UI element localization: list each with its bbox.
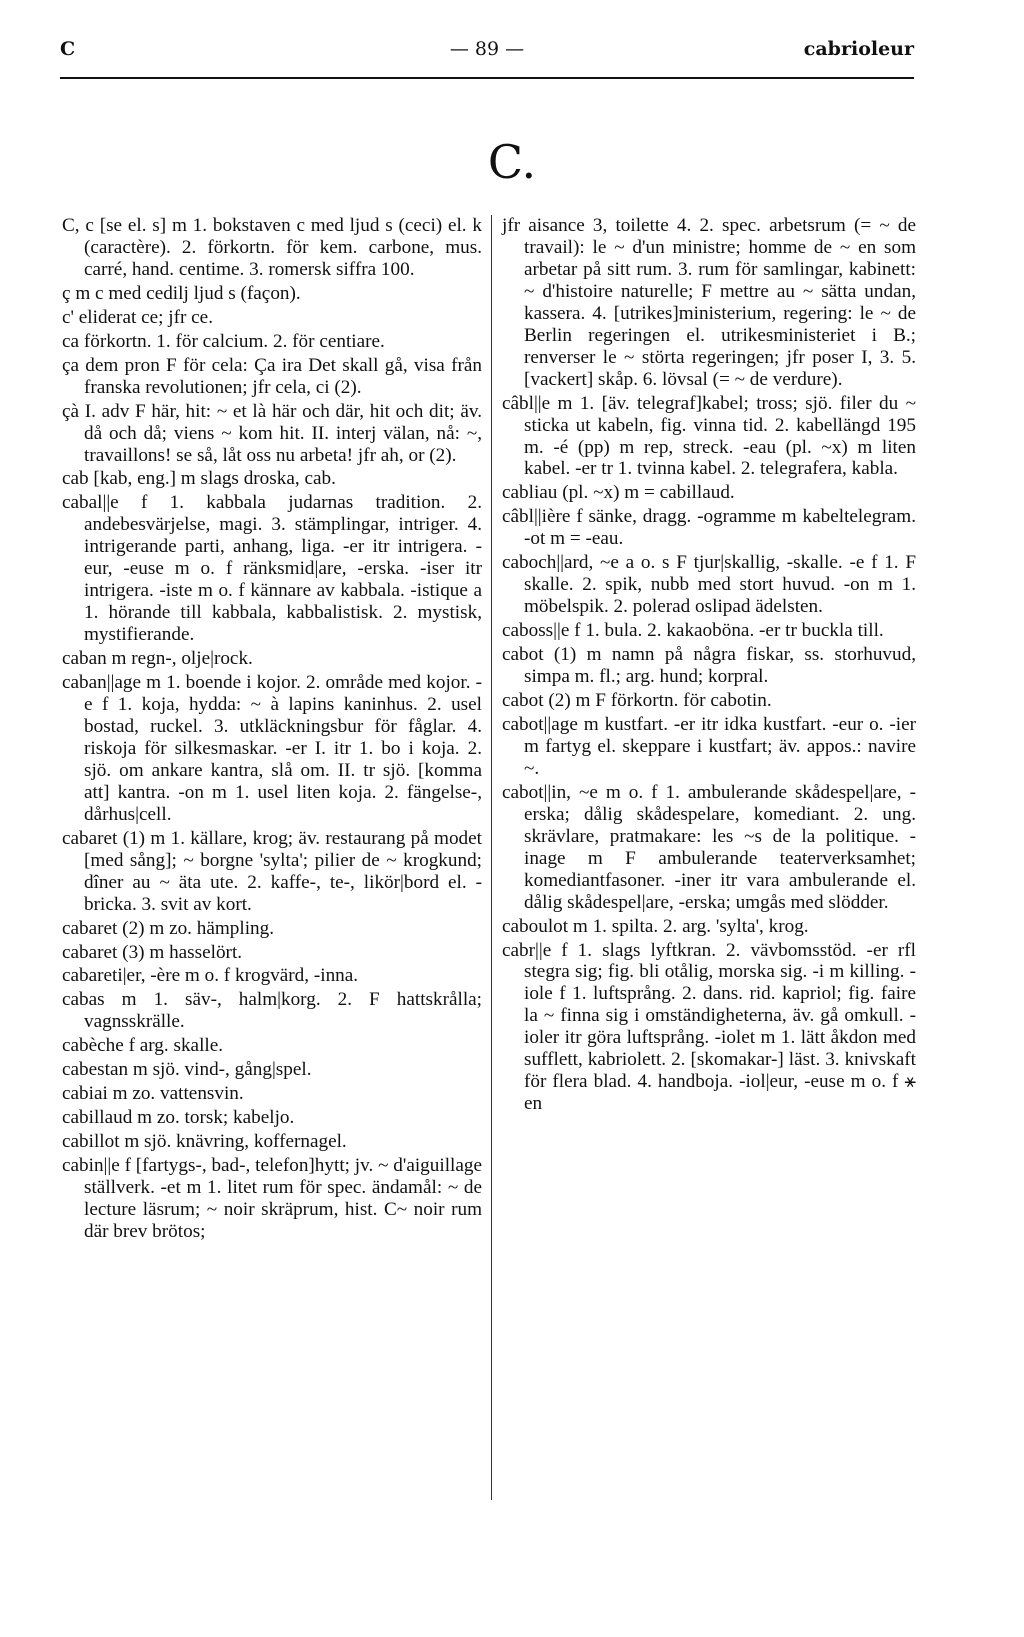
dictionary-entry: cab [kab, eng.] m slags droska, cab. [62,468,336,490]
dictionary-entry: caban m regn-, olje|rock. [62,648,253,670]
dictionary-entry: câbl||e m 1. [äv. telegraf]kabel; tross; sjö. filer du ~ sticka ut kabeln, fig. vinna tid. 2. kabellängd 195 m. -é (pp) m rep, streck. -eau (pl. ~x) m liten kabel. -er tr 1. tvinna kabel. 2. telegrafera, kabla. [502,392,916,480]
dictionary-entry: cabaret (2) m zo. hämpling. [62,917,275,939]
dictionary-entry: cabot (1) m namn på några fiskar, ss. storhuvud, simpa m. fl.; arg. hund; korpral. [502,644,916,688]
header-rule [60,77,914,79]
dictionary-entry: câbl||ière f sänke, dragg. -ogramme m kabeltelegram. -ot m = -eau. [502,506,916,550]
dictionary-entry: cabestan m sjö. vind-, gång|spel. [62,1059,312,1081]
dictionary-entry: C, c [se el. s] m 1. bokstaven c med ljud s (ceci) el. k (caractère). 2. förkortn. för kem. carbone, mus. carré, hand. centime. 3. romersk siffra 100. [62,215,482,280]
dictionary-entry: cabareti|er, -ère m o. f krogvärd, -inna. [62,965,359,987]
dictionary-entry: cabot||in, ~e m o. f 1. ambulerande skådespel|are, -erska; dålig skådespelare, komediant. 2. ung. skrävlare, pratmakare: les ~s de la politique. -inage m F ambulerande teaterverksamhet; komediantfasoner. -iner itr vara ambulerande el. dålig skådespel|are, -erska; umgås med slödder. [502,781,916,913]
dictionary-entry: cabillaud m zo. torsk; kabeljo. [62,1107,295,1129]
dictionary-entry: cabas m 1. säv-, halm|korg. 2. F hattskrålla; vagnsskrälle. [62,989,482,1033]
dictionary-entry: caban||age m 1. boende i kojor. 2. område med kojor. -e f 1. koja, hydda: ~ à lapins kaninhus. 2. usel bostad, ruckel. 3. utkläckningsbur för fåglar. 4. riskoja för silkesmaskar. -er I. itr 1. bo i koja. 2. sjö. om ankare kantra, slå om. II. tr sjö. [komma att] kantra. -on m 1. usel liten koja. 2. fängelse-, dårhus|cell. [62,672,482,825]
dictionary-entry: cabin||e f [fartygs-, bad-, telefon]hytt; jv. ~ d'aiguillage ställverk. -et m 1. litet rum för spec. ändamål: ~ de lecture läsrum; ~ noir skräprum, hist. C~ noir rum där brev brötos; [62,1155,482,1242]
dictionary-entry: cabaret (1) m 1. källare, krog; äv. restaurang på modet [med sång]; ~ borgne 'sylta'; pilier de ~ krogkund; dîner au ~ äta ute. 2. kaffe-, te-, likör|bord el. -bricka. 3. svit av kort. [62,827,482,915]
dictionary-entry: cabot (2) m F förkortn. för cabotin. [502,690,772,712]
left-column [62,215,482,1245]
section-letter: C. [487,135,537,189]
dictionary-entry: cabèche f arg. skalle. [62,1035,224,1057]
column-divider [491,215,492,1500]
dictionary-entry: caboch||ard, ~e a o. s F tjur|skallig, -skalle. -e f 1. F skalle. 2. spik, nubb med stort huvud. -on m 1. möbelspik. 2. polerad oslipad ädelsten. [502,552,916,618]
page-number: — 89 — [449,38,525,60]
dictionary-entry: cabot||age m kustfart. -er itr idka kustfart. -eur o. -ier m fartyg el. skeppare i kustfart; äv. appos.: navire ~. [502,713,916,779]
dictionary-entry: ç m c med cedilj ljud s (façon). [62,282,301,304]
dictionary-entry: cabiai m zo. vattensvin. [62,1083,244,1105]
dictionary-entry: cabaret (3) m hasselört. [62,941,243,963]
header-guide-letter: C [60,38,76,60]
dictionary-entry: jfr aisance 3, toilette 4. 2. spec. arbetsrum (= ~ de travail): le ~ d'un ministre; homme de ~ en som arbetar på sitt rum. 3. rum för samlingar, kabinett: ~ d'histoire naturelle; F mettre au ~ sätta undan, kassera. 4. [utrikes]ministerium, regering: le ~ de Berlin regeringen el. utrikesministeriet i B.; renverser le ~ störta regeringen; jfr poser I, 3. 5. [vackert] skåp. 6. lövsal (= ~ de verdure). [502,215,916,390]
dictionary-entry: caboulot m 1. spilta. 2. arg. 'sylta', krog. [502,915,809,937]
page-header [60,38,914,78]
right-column [502,215,916,1117]
dictionary-entry: cabliau (pl. ~x) m = cabillaud. [502,482,735,504]
dictionary-entry: cabillot m sjö. knävring, koffernagel. [62,1131,347,1153]
dictionary-entry: cabal||e f 1. kabbala judarnas tradition. 2. andebesvärjelse, magi. 3. stämplingar, intriger. 4. intrigerande parti, anhang, liga. -er itr intrigera. -eur, -euse m o. f ränksmid|are, -erska. -iser itr intrigera. -iste m o. f kännare av kabbala. -istique a 1. hörande till kabbala, kabbalistisk. 2. mystisk, mystifierande. [62,492,482,646]
dictionary-entry: c' eliderat ce; jfr ce. [62,306,213,328]
dictionary-entry: caboss||e f 1. bula. 2. kakaoböna. -er tr buckla till. [502,620,884,642]
dictionary-entry: ça dem pron F för cela: Ça ira Det skall gå, visa från franska revolutionen; jfr cela, ci (2). [62,354,482,398]
dictionary-entry: ca förkortn. 1. för calcium. 2. för centiare. [62,330,385,352]
dictionary-entry: çà I. adv F här, hit: ~ et là här och där, hit och dit; äv. då och då; viens ~ kom hit. II. interj välan, nå: ~, travaillons! se så, låt oss nu arbeta! jfr ah, or (2). [62,400,482,466]
dictionary-entry: cabr||e f 1. slags lyftkran. 2. vävbomsstöd. -er rfl stegra sig; fig. bli otålig, morska sig. -i m killing. -iole f 1. luftsprång. 2. dans. rid. kapriol; fig. faire la ~ finna sig i omständigheterna, äv. gå omkull. -ioler itr göra luftsprång. -iolet m 1. lätt åkdon med sufflett, kabriolett. 2. [skomakar-] läst. 3. knivskaft för flera blad. 4. handboja. -iol|eur, -euse m o. f ⚹ en [502,939,916,1115]
header-guide-word: cabrioleur [803,38,914,60]
